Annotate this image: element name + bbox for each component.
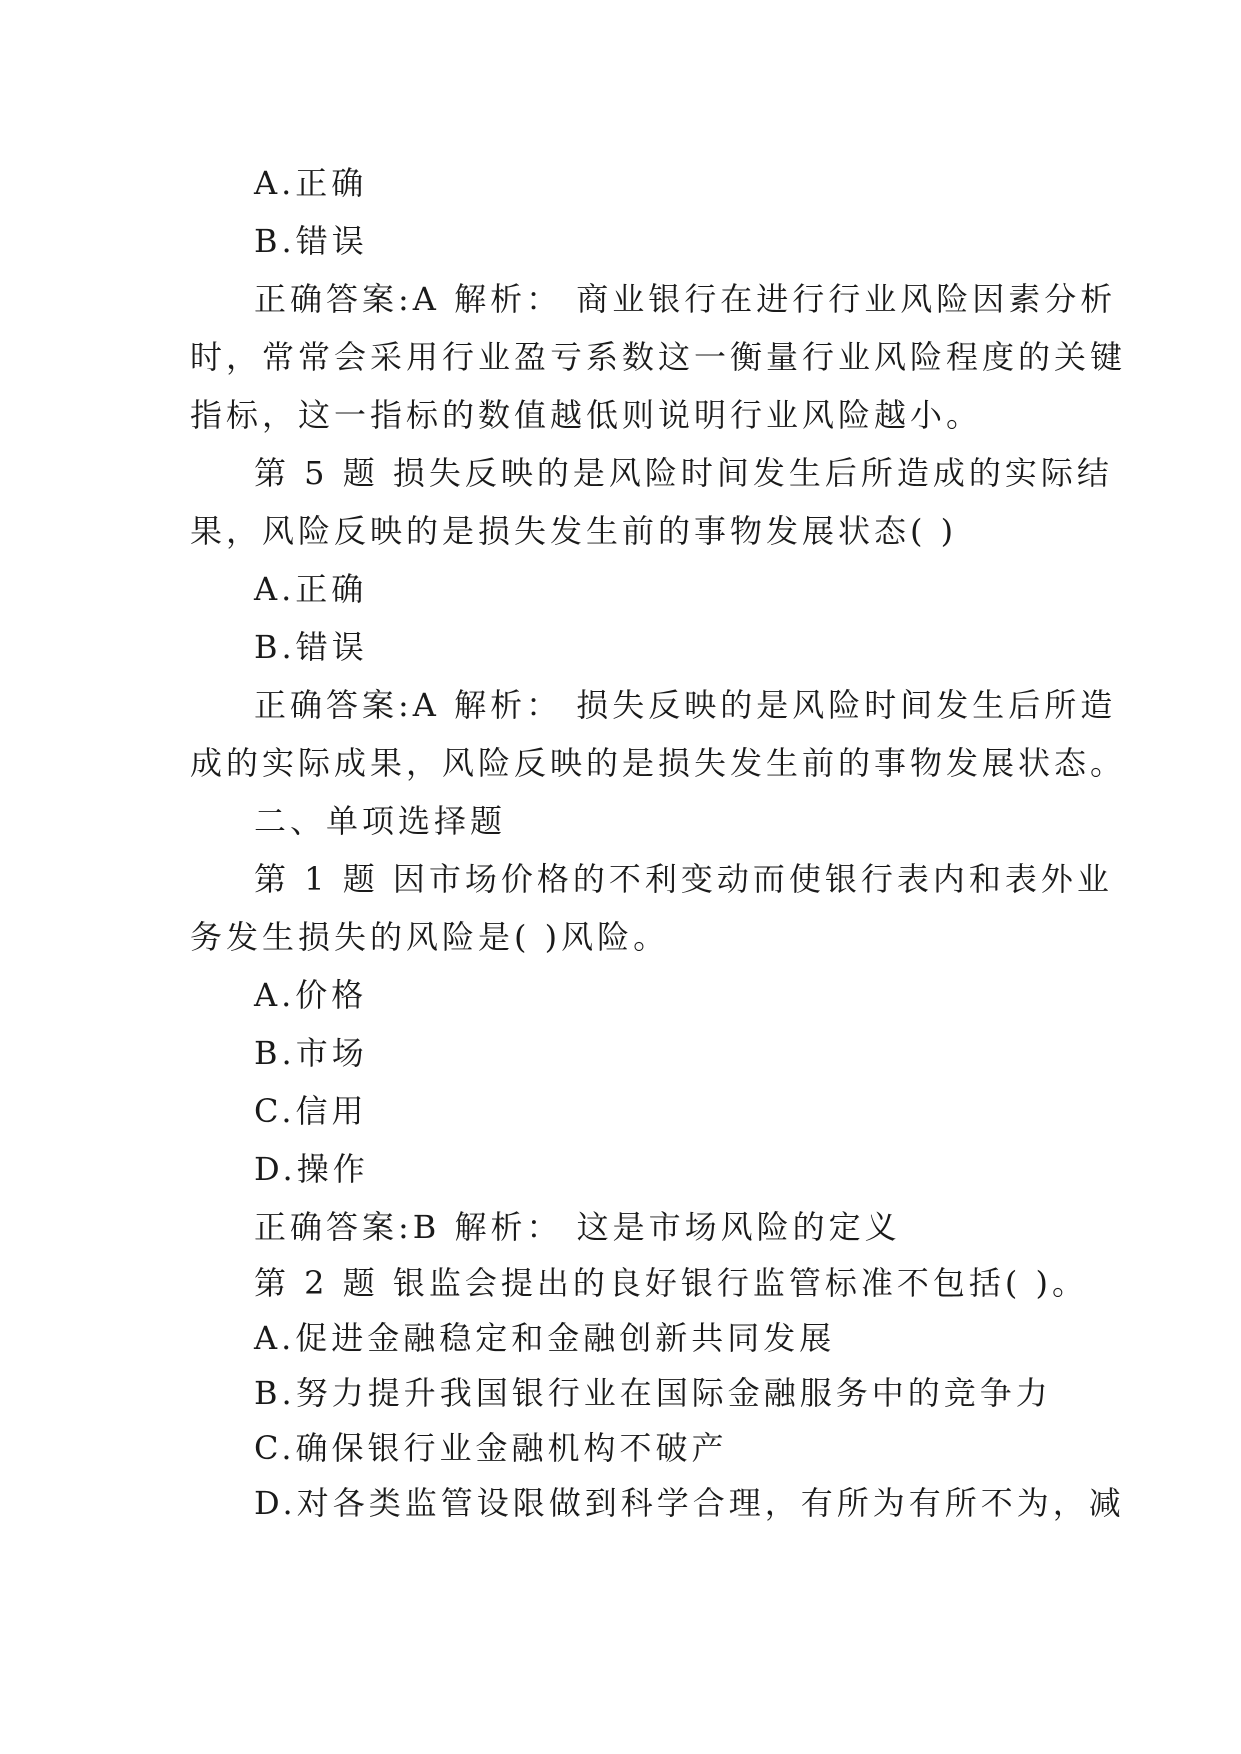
s2q2-stem: 第 2 题 银监会提出的良好银行监管标准不包括( )。 [254,1264,1089,1302]
s2q1-option-c: C.信用 [254,1092,368,1130]
q4-answer-line3: 指标，这一指标的数值越低则说明行业风险越小。 [190,396,983,434]
q5-stem-line2: 果，风险反映的是损失发生前的事物发展状态( ) [190,512,958,550]
s2q2-option-b: B.努力提升我国银行业在国际金融服务中的竞争力 [254,1374,1052,1412]
s2q1-option-a: A.价格 [254,976,368,1014]
s2q2-option-d: D.对各类监管设限做到科学合理，有所为有所不为，减 [254,1484,1125,1522]
section-heading: 二、单项选择题 [254,802,507,840]
q5-option-b: B.错误 [254,628,368,666]
s2q1-answer: 正确答案:B 解析： 这是市场风险的定义 [254,1208,901,1246]
q5-answer-line1: 正确答案:A 解析： 损失反映的是风险时间发生后所造 [254,686,1117,724]
q4-answer-line2: 时，常常会采用行业盈亏系数这一衡量行业风险程度的关键 [190,338,1127,376]
q4-option-a: A.正确 [254,164,368,202]
document-page [190,154,1127,1531]
s2q1-option-d: D.操作 [254,1150,369,1188]
s2q1-option-b: B.市场 [254,1034,368,1072]
s2q2-option-a: A.促进金融稳定和金融创新共同发展 [254,1319,836,1357]
q5-stem-line1: 第 5 题 损失反映的是风险时间发生后所造成的实际结 [254,454,1113,492]
s2q2-option-c: C.确保银行业金融机构不破产 [254,1429,728,1467]
q5-answer-line2: 成的实际成果，风险反映的是损失发生前的事物发展状态。 [190,744,1127,782]
q4-option-b: B.错误 [254,222,368,260]
s2q1-stem-line2: 务发生损失的风险是( )风险。 [190,918,670,956]
s2q1-stem-line1: 第 1 题 因市场价格的不利变动而使银行表内和表外业 [254,860,1113,898]
q5-option-a: A.正确 [254,570,368,608]
q4-answer-line1: 正确答案:A 解析： 商业银行在进行行业风险因素分析 [254,280,1117,318]
